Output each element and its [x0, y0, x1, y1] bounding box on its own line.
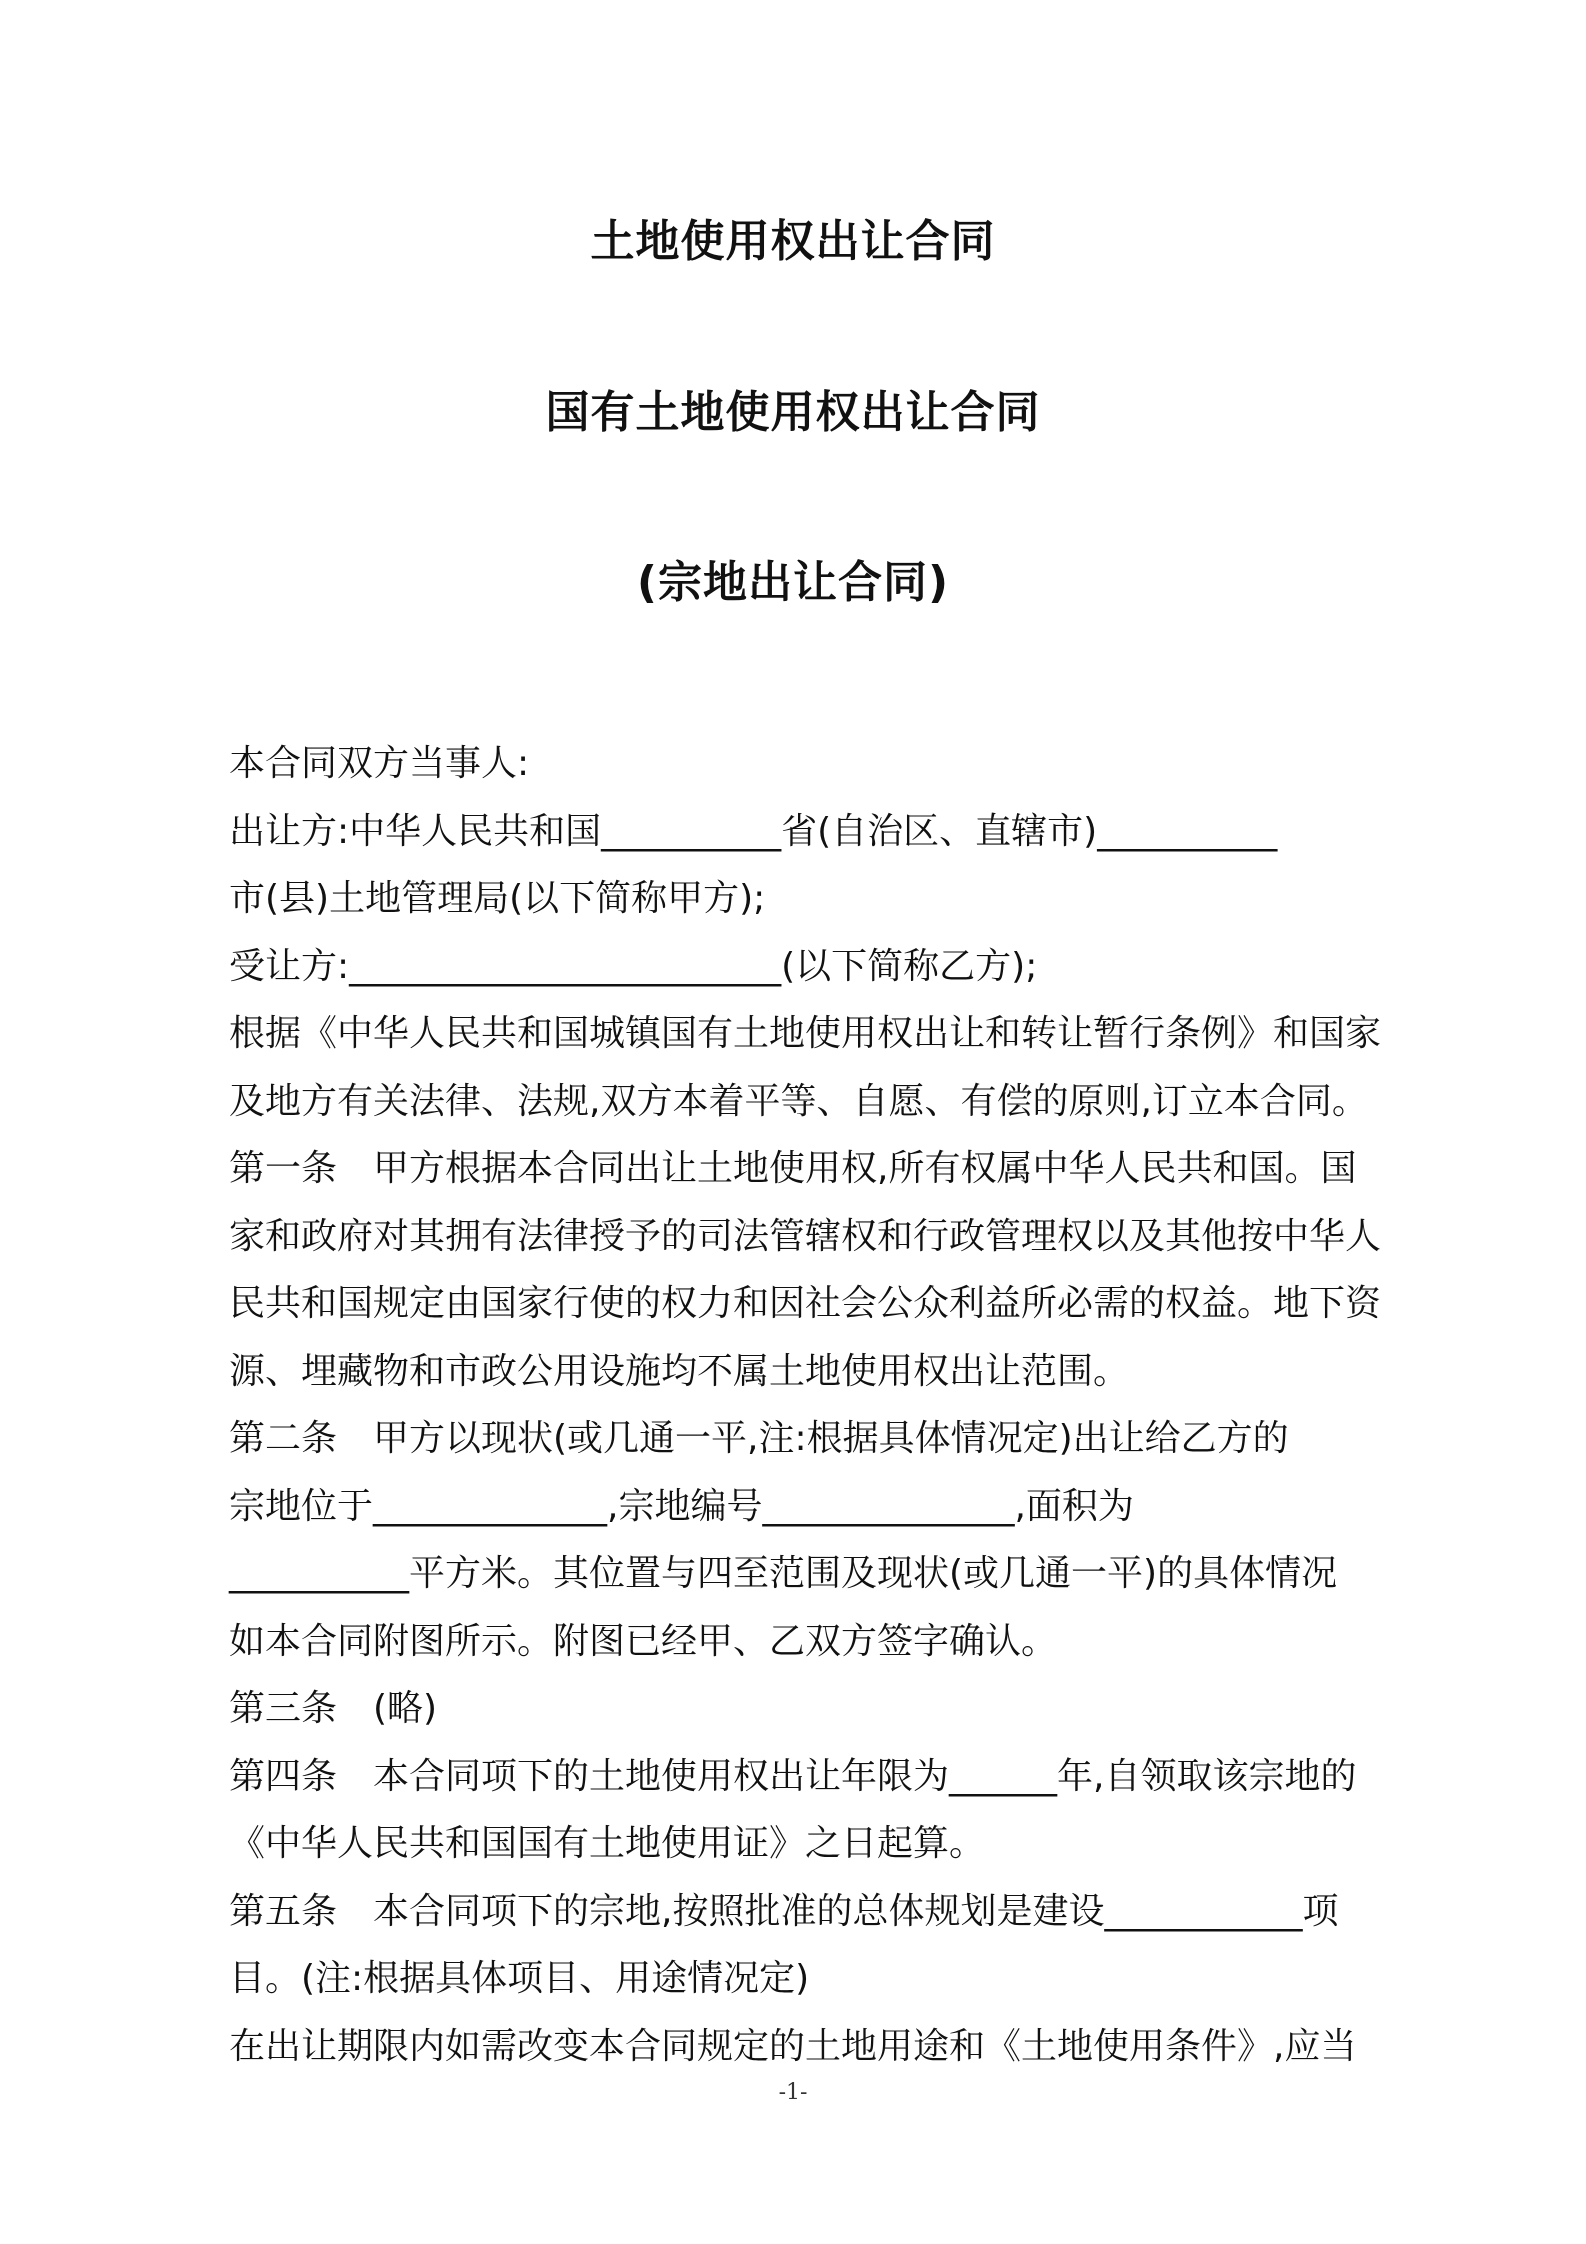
body-line: 受让方:________________________(以下简称乙方);: [229, 945, 1038, 987]
body-line: 第三条 (略): [229, 1688, 438, 1729]
page-number: -1-: [778, 2080, 808, 2105]
body-line: 第一条 甲方根据本合同出让土地使用权,所有权属中华人民共和国。国: [229, 1148, 1357, 1189]
document-subtitle: 国有土地使用权出让合同: [545, 387, 1041, 438]
body-line: 《中华人民共和国国有土地使用证》之日起算。: [229, 1823, 986, 1864]
body-line: 市(县)土地管理局(以下简称甲方);: [229, 878, 766, 919]
body-line: 宗地位于_____________,宗地编号______________,面积为: [229, 1485, 1134, 1527]
body-line: 目。(注:根据具体项目、用途情况定): [229, 1958, 810, 1999]
body-line: 第四条 本合同项下的土地使用权出让年限为______年,自领取该宗地的: [229, 1755, 1357, 1797]
body-line: 第二条 甲方以现状(或几通一平,注:根据具体情况定)出让给乙方的: [229, 1418, 1289, 1459]
body-line: 出让方:中华人民共和国__________省(自治区、直辖市)__________: [229, 810, 1278, 852]
body-line: 本合同双方当事人:: [229, 743, 530, 784]
document-title: 土地使用权出让合同: [590, 216, 996, 267]
body-line: __________平方米。其位置与四至范围及现状(或几通一平)的具体情况: [229, 1553, 1338, 1594]
body-line: 家和政府对其拥有法律授予的司法管辖权和行政管理权以及其他按中华人: [229, 1215, 1382, 1257]
body-line: 第五条 本合同项下的宗地,按照批准的总体规划是建设___________项: [229, 1890, 1339, 1932]
body-line: 在出让期限内如需改变本合同规定的土地用途和《土地使用条件》,应当: [229, 2025, 1357, 2067]
contract-body: [229, 730, 1449, 2080]
body-line: 如本合同附图所示。附图已经甲、乙双方签字确认。: [229, 1620, 1058, 1662]
body-line: 及地方有关法律、法规,双方本着平等、自愿、有偿的原则,订立本合同。: [229, 1080, 1368, 1122]
document-subtitle-secondary: (宗地出让合同): [636, 557, 950, 608]
body-line: 源、埋藏物和市政公用设施均不属土地使用权出让范围。: [229, 1350, 1130, 1392]
body-line: 民共和国规定由国家行使的权力和因社会公众利益所必需的权益。地下资: [229, 1283, 1382, 1324]
body-line: 根据《中华人民共和国城镇国有土地使用权出让和转让暂行条例》和国家: [229, 1013, 1382, 1054]
